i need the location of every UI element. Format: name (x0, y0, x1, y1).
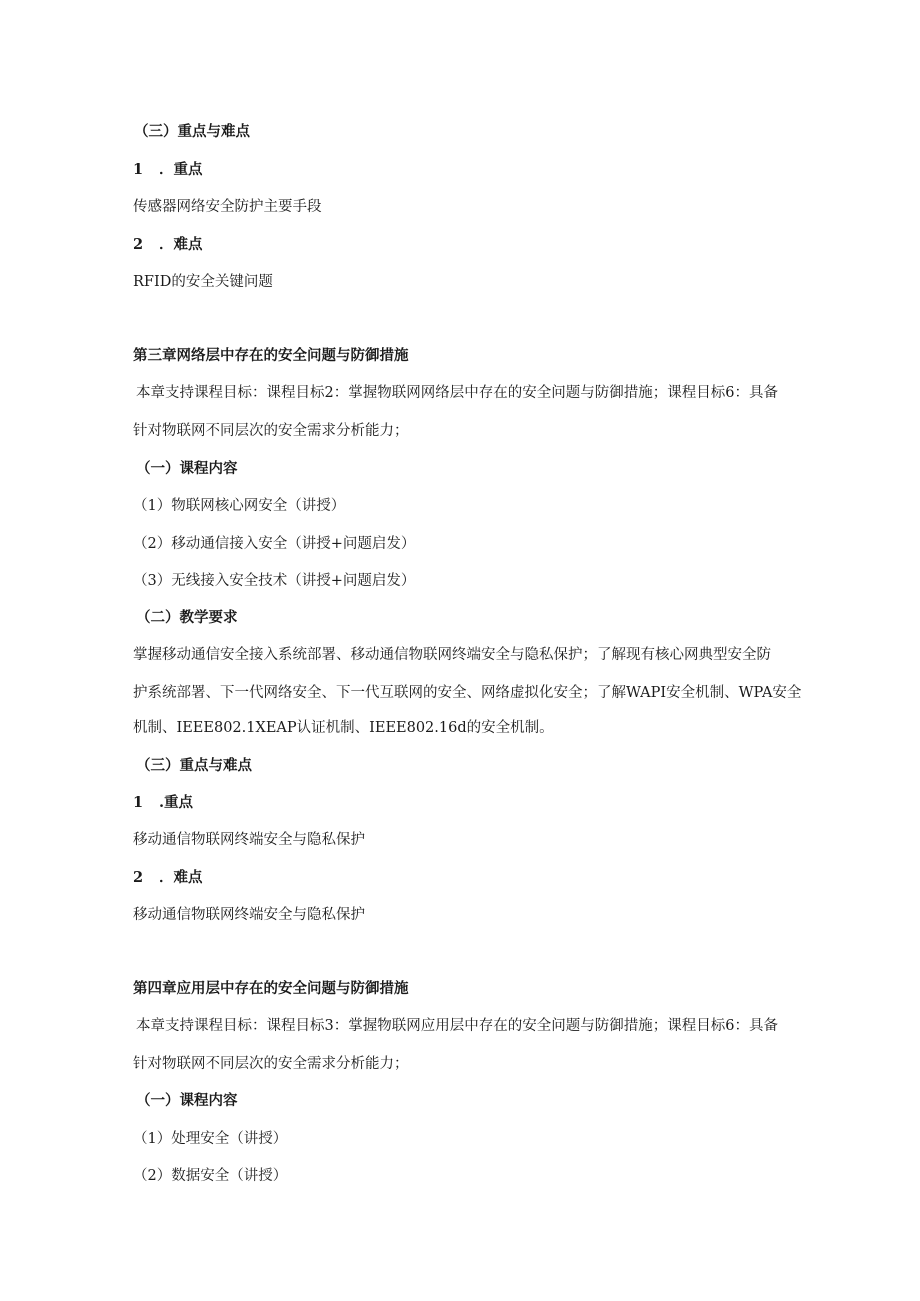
chapter4-content-item: （2）数据安全（讲授） (133, 1168, 288, 1184)
chapter3-difficult-point-label (133, 868, 203, 888)
label-text: ．难点 (159, 869, 203, 886)
key-point-label (133, 160, 203, 180)
chapter3-requirements-line3: 机制、IEEE802.1XEAP认证机制、IEEE802.16d的安全机制。 (133, 720, 554, 736)
chapter3-requirements-heading: （二）教学要求 (136, 609, 238, 626)
key-point-text: 传感器网络安全防护主要手段 (133, 199, 322, 215)
chapter3-content-heading: （一）课程内容 (136, 460, 238, 477)
chapter3-support-line1: 本章支持课程目标：课程目标2：掌握物联网网络层中存在的安全问题与防御措施；课程目标6：具备 (136, 385, 778, 401)
chapter3-content-item: （2）移动通信接入安全（讲授+问题启发） (133, 536, 416, 552)
chapter3-content-item: （3）无线接入安全技术（讲授+问题启发） (133, 573, 416, 589)
difficult-point-label (133, 235, 203, 255)
chapter3-requirements-line1: 掌握移动通信安全接入系统部署、移动通信物联网终端安全与隐私保护；了解现有核心网典型安全防 (133, 647, 771, 663)
chapter3-key-heading: （三）重点与难点 (136, 757, 252, 774)
label-text: ．重点 (159, 161, 203, 178)
chapter3-difficult-point-text: 移动通信物联网终端安全与隐私保护 (133, 907, 365, 923)
chapter4-title: 第四章应用层中存在的安全问题与防御措施 (133, 980, 409, 997)
chapter4-content-item: （1）处理安全（讲授） (133, 1131, 288, 1147)
label-number: 1 (133, 161, 144, 178)
chapter3-title: 第三章网络层中存在的安全问题与防御措施 (133, 347, 409, 364)
label-number: 2 (133, 236, 144, 253)
chapter4-support-line1: 本章支持课程目标：课程目标3：掌握物联网应用层中存在的安全问题与防御措施；课程目标6：具备 (136, 1018, 778, 1034)
chapter3-key-point-label (133, 793, 193, 813)
chapter4-content-heading: （一）课程内容 (136, 1092, 238, 1109)
label-text: .重点 (159, 794, 194, 811)
chapter3-requirements-line2: 护系统部署、下一代网络安全、下一代互联网的安全、网络虚拟化安全；了解WAPI安全机制、WPA安全 (133, 685, 802, 701)
difficult-point-text: RFID的安全关键问题 (133, 274, 273, 290)
chapter3-key-point-text: 移动通信物联网终端安全与隐私保护 (133, 832, 365, 848)
chapter3-content-item: （1）物联网核心网安全（讲授） (133, 498, 346, 514)
label-number: 1 (133, 794, 144, 811)
label-text: ．难点 (159, 236, 203, 253)
label-number: 2 (133, 869, 144, 886)
chapter3-support-line2: 针对物联网不同层次的安全需求分析能力； (133, 423, 409, 439)
chapter4-support-line2: 针对物联网不同层次的安全需求分析能力； (133, 1056, 409, 1072)
section-heading-key-points: （三）重点与难点 (134, 123, 250, 140)
